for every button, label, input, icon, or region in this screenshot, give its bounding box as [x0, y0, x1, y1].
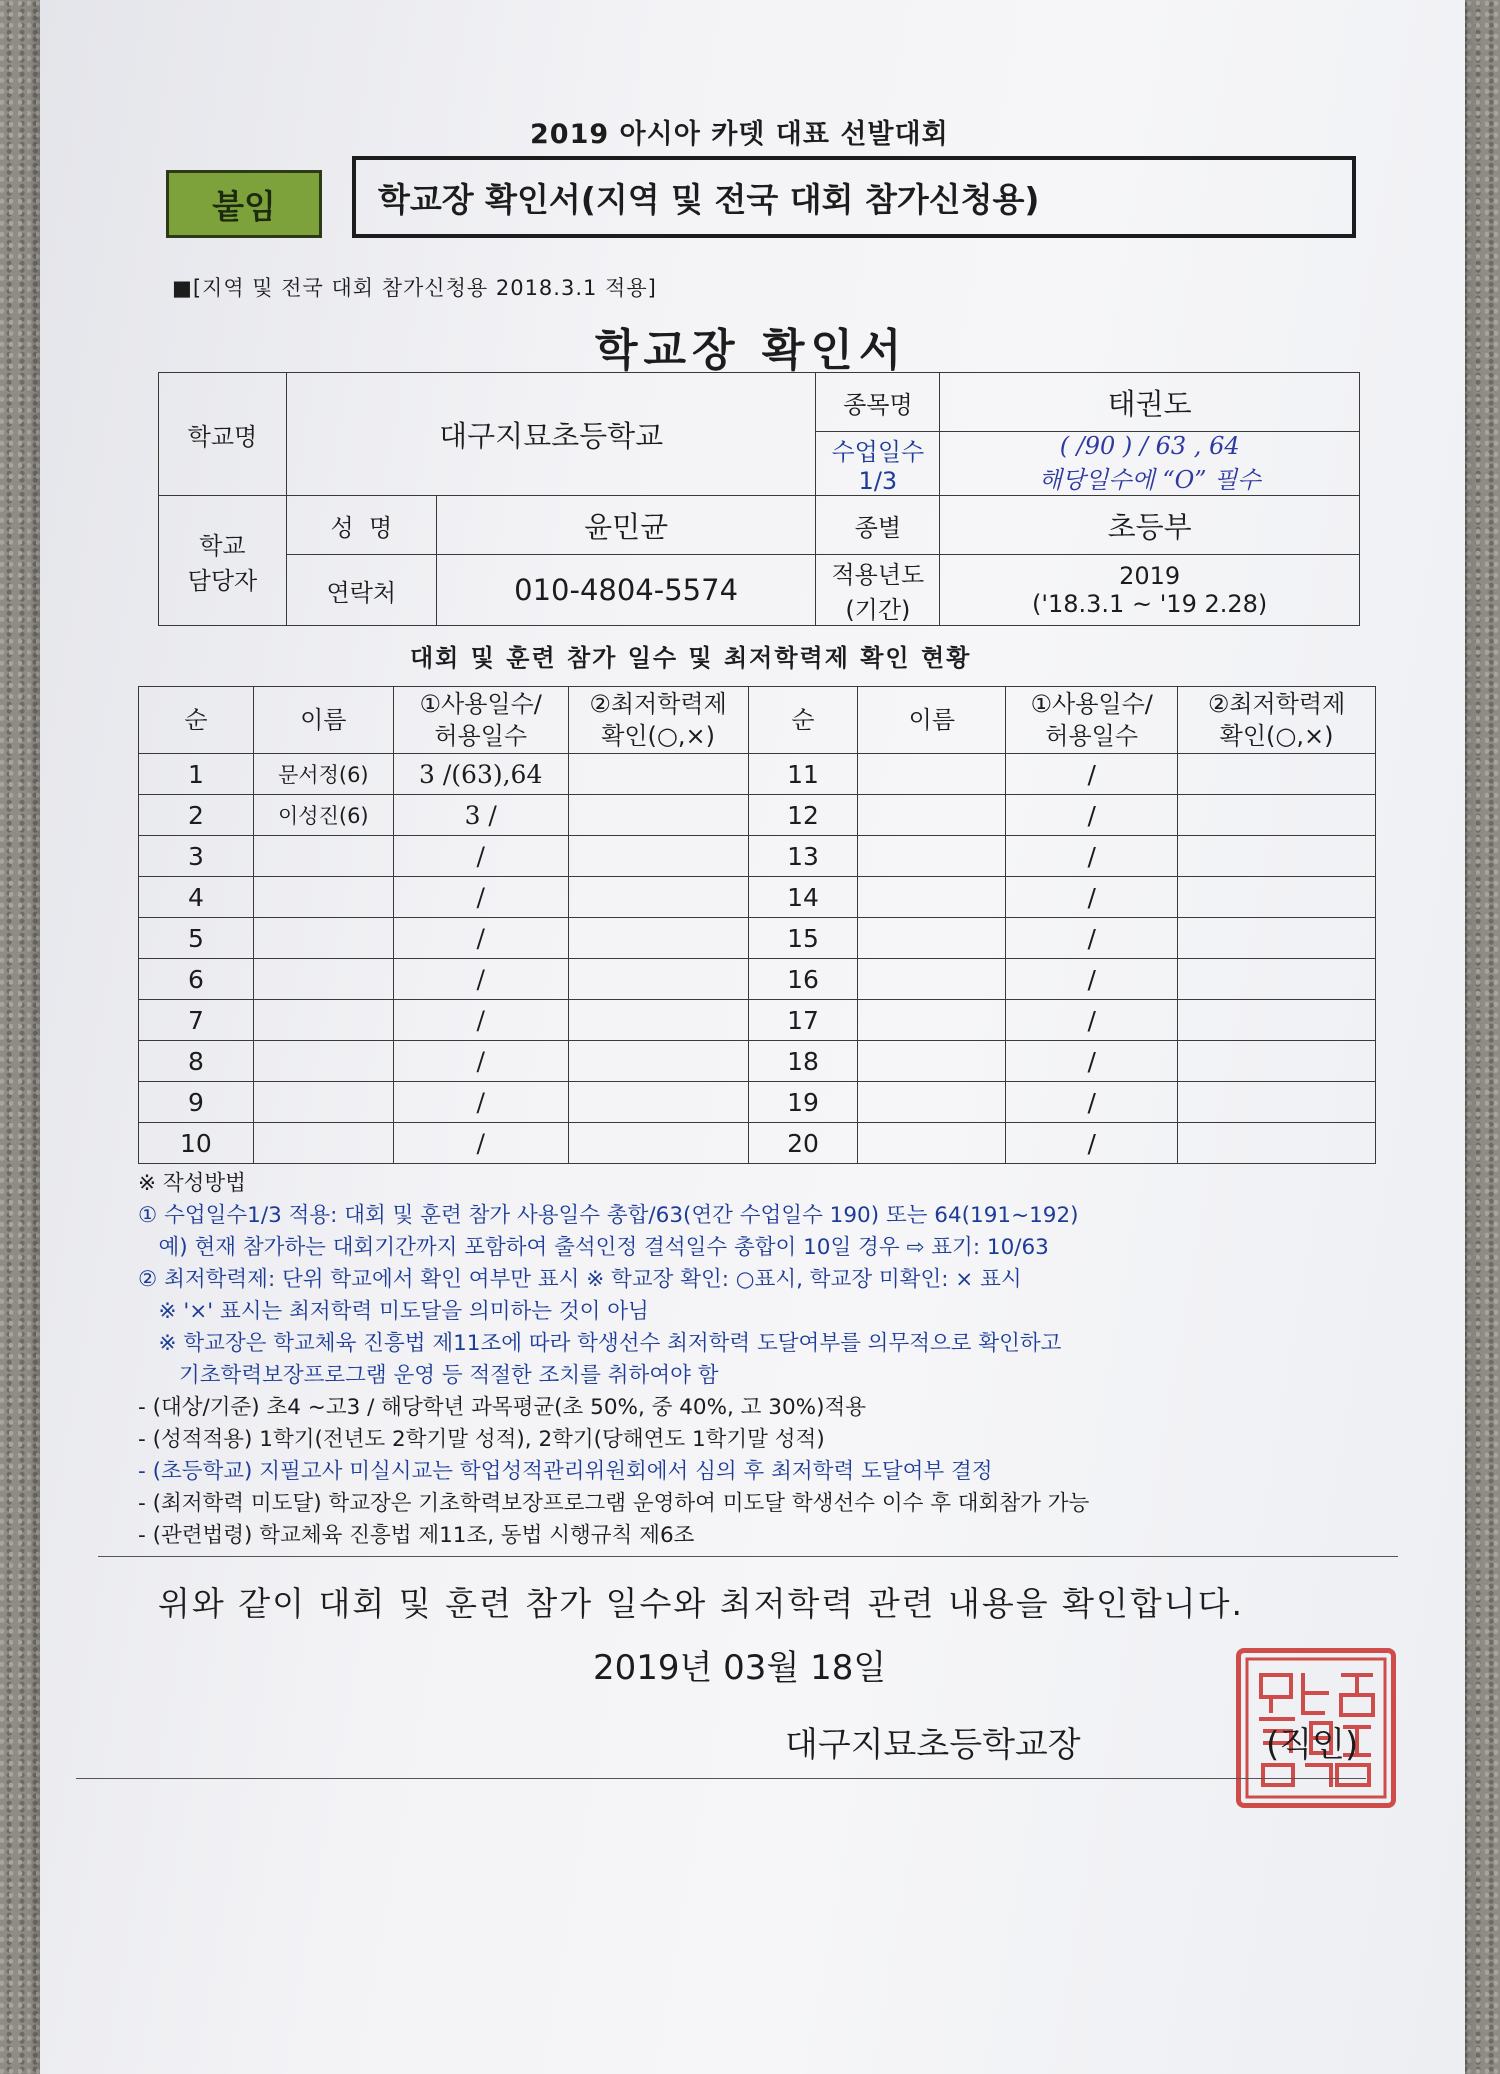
row-check-right	[1178, 754, 1376, 795]
row-no-left: 9	[139, 1082, 254, 1123]
row-no-right: 13	[748, 836, 858, 877]
school-value: 대구지묘초등학교	[286, 373, 816, 496]
event-title: 2019 아시아 카뎃 대표 선발대회	[530, 119, 949, 150]
row-days-left: /	[393, 836, 568, 877]
row-check-right	[1178, 1000, 1376, 1041]
row-no-left: 4	[139, 877, 254, 918]
row-days-right: /	[1006, 877, 1178, 918]
header-no-left: 순	[139, 687, 254, 754]
row-check-left	[568, 959, 748, 1000]
row-days-left: /	[393, 959, 568, 1000]
row-no-right: 16	[748, 959, 858, 1000]
row-check-right	[1178, 918, 1376, 959]
principal-name: 대구지묘초등학교장	[785, 1725, 1081, 1765]
row-days-left: /	[393, 1123, 568, 1164]
row-name-right	[858, 795, 1006, 836]
row-days-right: /	[1006, 795, 1178, 836]
row-check-left	[568, 918, 748, 959]
year-value-1: 2019	[1119, 562, 1181, 590]
days-label-2: 1/3	[858, 467, 898, 495]
header-check-left	[568, 687, 748, 754]
table-row	[139, 1082, 1376, 1123]
row-name-right	[858, 1000, 1006, 1041]
row-no-left: 7	[139, 1000, 254, 1041]
row-name-right	[858, 918, 1006, 959]
row-days-left: /	[393, 1041, 568, 1082]
row-check-left	[568, 836, 748, 877]
page-title: 학교장 확인서	[595, 325, 908, 376]
header-days-2: 허용일수	[1045, 722, 1139, 750]
header-days-left	[393, 687, 568, 754]
row-days-right: /	[1006, 754, 1178, 795]
row-no-right: 11	[748, 754, 858, 795]
staff-label-1: 학교	[199, 531, 246, 560]
row-days-left: /	[393, 918, 568, 959]
days-label-1: 수업일수	[831, 438, 925, 466]
table-row	[139, 918, 1376, 959]
note-2: ② 최저학력제: 단위 학교에서 확인 여부만 표시 ※ 학교장 확인: ○표시, 학교장 미확인: × 표시	[138, 1267, 1022, 1292]
detail-3: - (초등학교) 지필고사 미실시교는 학업성적관리위원회에서 심의 후 최저학력 도달여부 결정	[138, 1459, 993, 1484]
row-name-left	[253, 877, 393, 918]
event-label: 종목명	[816, 373, 940, 432]
note-1: ① 수업일수1/3 적용: 대회 및 훈련 참가 사용일수 총합/63(연간 수업일수 190) 또는 64(191~192)	[138, 1203, 1079, 1228]
row-name-left: 이성진(6)	[253, 795, 393, 836]
document-date: 2019년 03월 18일	[593, 1648, 887, 1688]
table-row	[139, 1041, 1376, 1082]
row-check-right	[1178, 1082, 1376, 1123]
row-no-left: 2	[139, 795, 254, 836]
row-no-left: 8	[139, 1041, 254, 1082]
staff-label	[159, 496, 287, 626]
year-label-2: (기간)	[845, 596, 911, 624]
row-days-right: /	[1006, 836, 1178, 877]
division-label: 종별	[816, 496, 940, 555]
name-value: 윤민균	[436, 496, 816, 555]
row-no-left: 1	[139, 754, 254, 795]
contact-label: 연락처	[286, 555, 436, 626]
row-no-right: 17	[748, 1000, 858, 1041]
row-check-left	[568, 1041, 748, 1082]
table-header-row	[139, 687, 1376, 754]
row-check-right	[1178, 959, 1376, 1000]
document-header	[352, 156, 1356, 238]
instructions	[138, 1168, 1388, 1552]
header-days-right	[1006, 687, 1178, 754]
row-name-right	[858, 1123, 1006, 1164]
row-no-right: 19	[748, 1082, 858, 1123]
row-check-left	[568, 1000, 748, 1041]
table-row	[139, 1123, 1376, 1164]
detail-4: - (최저학력 미도달) 학교장은 기초학력보장프로그램 운영하여 미도달 학생선수 이수 후 대회참가 가능	[138, 1491, 1090, 1516]
row-no-right: 20	[748, 1123, 858, 1164]
row-no-left: 10	[139, 1123, 254, 1164]
row-days-right: /	[1006, 918, 1178, 959]
header-days-1: ①사용일수/	[1030, 689, 1153, 718]
section-title: 대회 및 훈련 참가 일수 및 최저학력제 확인 현황	[410, 644, 972, 672]
table-row	[139, 754, 1376, 795]
row-days-right: /	[1006, 1082, 1178, 1123]
row-no-left: 6	[139, 959, 254, 1000]
row-days-right: /	[1006, 1041, 1178, 1082]
header-days-2: 허용일수	[434, 722, 528, 750]
row-no-right: 12	[748, 795, 858, 836]
attachment-tag: 붙임	[166, 170, 322, 238]
row-name-right	[858, 1041, 1006, 1082]
row-no-right: 14	[748, 877, 858, 918]
row-days-left: 3 /	[393, 795, 568, 836]
notes-title: ※ 작성방법	[138, 1171, 246, 1196]
row-name-left	[253, 836, 393, 877]
days-label	[816, 432, 940, 496]
row-name-right	[858, 836, 1006, 877]
form-subtitle: ■[지역 및 전국 대회 참가신청용 2018.3.1 적용]	[172, 276, 657, 300]
row-days-right: /	[1006, 959, 1178, 1000]
detail-1: - (대상/기준) 초4 ~고3 / 해당학년 과목평균(초 50%, 중 40%, 고 30%)적용	[138, 1395, 866, 1420]
row-name-right	[858, 959, 1006, 1000]
row-name-right	[858, 1082, 1006, 1123]
row-days-left: /	[393, 877, 568, 918]
row-check-right	[1178, 836, 1376, 877]
note-2-law: ※ 학교장은 학교체육 진흥법 제11조에 따라 학생선수 최저학력 도달여부를 의무적으로 확인하고	[138, 1331, 1062, 1356]
year-value	[940, 555, 1360, 626]
seal-label: (직인)	[1266, 1725, 1359, 1765]
row-no-right: 18	[748, 1041, 858, 1082]
participation-table	[138, 686, 1376, 1164]
row-check-right	[1178, 1041, 1376, 1082]
row-check-left	[568, 795, 748, 836]
header-name-right: 이름	[858, 687, 1006, 754]
event-value: 태권도	[940, 373, 1360, 432]
row-days-left: /	[393, 1082, 568, 1123]
school-label: 학교명	[159, 373, 287, 496]
row-no-left: 3	[139, 836, 254, 877]
header-days-1: ①사용일수/	[419, 689, 542, 718]
row-check-right	[1178, 1123, 1376, 1164]
staff-label-2: 담당자	[187, 566, 258, 595]
header-check-1: ②최저학력제	[1207, 689, 1346, 718]
days-value	[940, 432, 1360, 496]
contact-value: 010-4804-5574	[436, 555, 816, 626]
row-name-left	[253, 959, 393, 1000]
row-no-right: 15	[748, 918, 858, 959]
year-value-2: ('18.3.1 ~ '19 2.28)	[1032, 590, 1268, 618]
row-name-right	[858, 877, 1006, 918]
table-row	[139, 836, 1376, 877]
row-name-left	[253, 1000, 393, 1041]
table-row	[139, 959, 1376, 1000]
note-2-sub: ※ '×' 표시는 최저학력 미도달을 의미하는 것이 아님	[138, 1299, 649, 1324]
bottom-rule	[76, 1778, 1366, 1779]
name-label: 성 명	[286, 496, 436, 555]
row-check-right	[1178, 877, 1376, 918]
row-name-left	[253, 1041, 393, 1082]
row-no-left: 5	[139, 918, 254, 959]
document-page	[40, 0, 1465, 2074]
note-2-law-cont: 기초학력보장프로그램 운영 등 적절한 조치를 취하여야 함	[138, 1363, 719, 1388]
row-days-left: 3 /(63),64	[393, 754, 568, 795]
table-row	[139, 1000, 1376, 1041]
row-name-left	[253, 918, 393, 959]
row-days-right: /	[1006, 1000, 1178, 1041]
year-label-1: 적용년도	[831, 561, 925, 589]
header-check-right	[1178, 687, 1376, 754]
confirmation-text: 위와 같이 대회 및 훈련 참가 일수와 최저학력 관련 내용을 확인합니다.	[158, 1584, 1244, 1623]
row-check-left	[568, 1123, 748, 1164]
info-table	[158, 372, 1360, 626]
divider	[98, 1556, 1398, 1557]
header-name-left: 이름	[253, 687, 393, 754]
row-check-left	[568, 1082, 748, 1123]
row-name-left	[253, 1123, 393, 1164]
row-days-left: /	[393, 1000, 568, 1041]
row-name-left: 문서정(6)	[253, 754, 393, 795]
row-check-left	[568, 754, 748, 795]
row-check-left	[568, 877, 748, 918]
header-check-1: ②최저학력제	[589, 689, 727, 718]
detail-5: - (관련법령) 학교체육 진흥법 제11조, 동법 시행규칙 제6조	[138, 1523, 695, 1548]
table-row	[139, 795, 1376, 836]
table-row	[139, 877, 1376, 918]
days-value-1: ( /90 ) / 63 , 64	[1059, 432, 1240, 460]
header-check-2: 확인(○,×)	[1219, 722, 1334, 750]
document-header-text: 학교장 확인서(지역 및 전국 대회 참가신청용)	[378, 179, 1040, 219]
header-no-right: 순	[748, 687, 858, 754]
row-days-right: /	[1006, 1123, 1178, 1164]
detail-2: - (성적적용) 1학기(전년도 2학기말 성적), 2학기(당해연도 1학기말 성적)	[138, 1427, 825, 1452]
year-label	[816, 555, 940, 626]
note-1-example: 예) 현재 참가하는 대회기간까지 포함하여 출석인정 결석일수 총합이 10일 경우 ⇨ 표기: 10/63	[138, 1235, 1049, 1260]
row-check-right	[1178, 795, 1376, 836]
division-value: 초등부	[940, 496, 1360, 555]
header-check-2: 확인(○,×)	[601, 722, 715, 750]
row-name-right	[858, 754, 1006, 795]
row-name-left	[253, 1082, 393, 1123]
days-value-2: 해당일수에 “O” 필수	[1038, 466, 1261, 494]
